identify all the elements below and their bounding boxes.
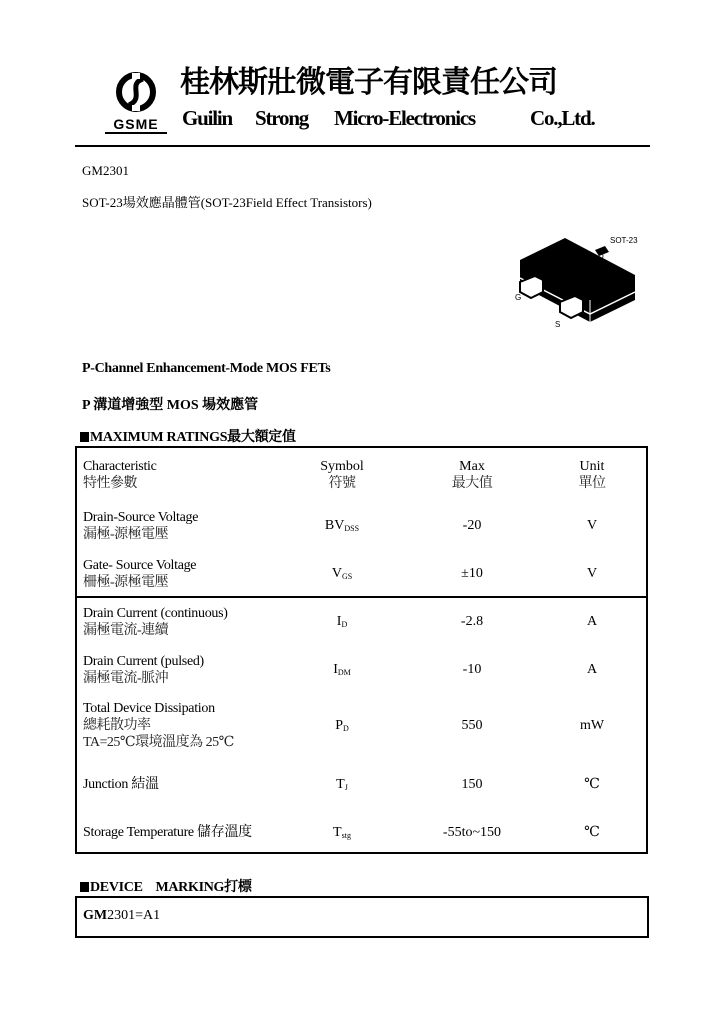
max-ratings-heading bbox=[80, 426, 296, 446]
row-unit: A bbox=[586, 614, 598, 629]
package-drawing bbox=[505, 230, 645, 330]
row-name: Drain Current (continuous) bbox=[83, 606, 228, 621]
package-name-label: SOT-23 bbox=[610, 236, 638, 245]
row-max: -10 bbox=[462, 662, 482, 677]
row-symbol: $V_{GS}$ bbox=[331, 566, 353, 581]
col-characteristic: Characteristic bbox=[83, 459, 157, 474]
sot23-package-icon bbox=[505, 230, 645, 330]
row-max: -55to~150 bbox=[442, 825, 502, 840]
header-divider bbox=[75, 145, 650, 147]
row-symbol: $T_J$ bbox=[336, 777, 348, 792]
col-characteristic-cn: 特性參數 bbox=[83, 476, 137, 491]
company-name-en-3: Micro-Electronics bbox=[334, 106, 475, 130]
part-number: GM2301 bbox=[82, 163, 129, 178]
row-max: -2.8 bbox=[460, 614, 484, 629]
device-marking-box bbox=[75, 896, 649, 938]
row-name: Junction 結溫 bbox=[83, 777, 159, 792]
row-name: Storage Temperature 儲存溫度 bbox=[83, 825, 252, 840]
row-name: Gate- Source Voltage bbox=[83, 558, 197, 573]
company-name-en-1: Guilin bbox=[182, 106, 232, 130]
title-cn: P 溝道增強型 MOS 場效應管 bbox=[82, 398, 259, 413]
square-bullet-icon bbox=[80, 882, 89, 892]
col-max: Max bbox=[459, 459, 485, 474]
company-name-en-4: Co.,Ltd. bbox=[530, 106, 595, 130]
part-description: SOT-23場效應晶體管(SOT-23Field Effect Transistors) bbox=[82, 195, 372, 210]
pin-s-label: S bbox=[555, 320, 561, 329]
col-max-cn: 最大值 bbox=[451, 476, 493, 491]
row-symbol: $I_D$ bbox=[336, 614, 348, 629]
row-name: Drain Current (pulsed) bbox=[83, 654, 204, 669]
company-name-cn: 桂林斯壯微電子有限責任公司 bbox=[180, 66, 557, 99]
row-name-cn: 漏極電流-連續 bbox=[83, 623, 169, 638]
row-symbol: $T_{stg}$ bbox=[333, 825, 351, 840]
row-symbol: $P_D$ bbox=[335, 718, 349, 733]
row-name-cn: 漏極-源極電壓 bbox=[83, 527, 169, 542]
pin-g-label: G bbox=[515, 293, 522, 302]
row-unit: V bbox=[586, 518, 598, 533]
row-name-cn: 漏極電流-脈沖 bbox=[83, 671, 169, 686]
row-unit: mW bbox=[579, 718, 605, 733]
row-condition: TA=25℃環境溫度為 25℃ bbox=[83, 735, 234, 750]
row-name-cn: 總耗散功率 bbox=[83, 718, 151, 733]
col-symbol: Symbol bbox=[320, 459, 364, 474]
title-en: P-Channel Enhancement-Mode MOS FETs bbox=[82, 361, 331, 376]
col-symbol-cn: 符號 bbox=[328, 476, 356, 491]
pin-d-label: D bbox=[598, 252, 604, 261]
row-unit: ℃ bbox=[584, 825, 600, 840]
max-ratings-heading-text: MAXIMUM RATINGS最大額定值 bbox=[90, 430, 296, 445]
row-name-cn: 柵極-源極電壓 bbox=[83, 575, 169, 590]
row-symbol: $BV_{DSS}$ bbox=[324, 518, 360, 533]
device-marking-value: GM2301=A1 bbox=[83, 908, 161, 923]
company-logo bbox=[105, 72, 165, 134]
row-max: -20 bbox=[462, 518, 482, 533]
row-name: Total Device Dissipation bbox=[83, 701, 215, 716]
max-ratings-table bbox=[75, 446, 648, 854]
square-bullet-icon bbox=[80, 432, 89, 442]
company-name-en-2: Strong bbox=[255, 106, 309, 130]
row-unit: A bbox=[586, 662, 598, 677]
row-unit: ℃ bbox=[584, 777, 600, 792]
col-unit: Unit bbox=[579, 459, 605, 474]
row-unit: V bbox=[586, 566, 598, 581]
gsme-logo-icon bbox=[105, 72, 167, 116]
row-name: Drain-Source Voltage bbox=[83, 510, 199, 525]
row-max: 550 bbox=[461, 718, 483, 733]
device-marking-heading bbox=[80, 876, 252, 896]
row-max: 150 bbox=[461, 777, 483, 792]
logo-text: GSME bbox=[105, 116, 167, 134]
row-max: ±10 bbox=[461, 566, 483, 581]
device-marking-heading-text: DEVICE MARKING打標 bbox=[90, 880, 252, 895]
table-divider bbox=[77, 596, 646, 598]
col-unit-cn: 單位 bbox=[578, 476, 606, 491]
row-symbol: $I_{DM}$ bbox=[333, 662, 351, 677]
